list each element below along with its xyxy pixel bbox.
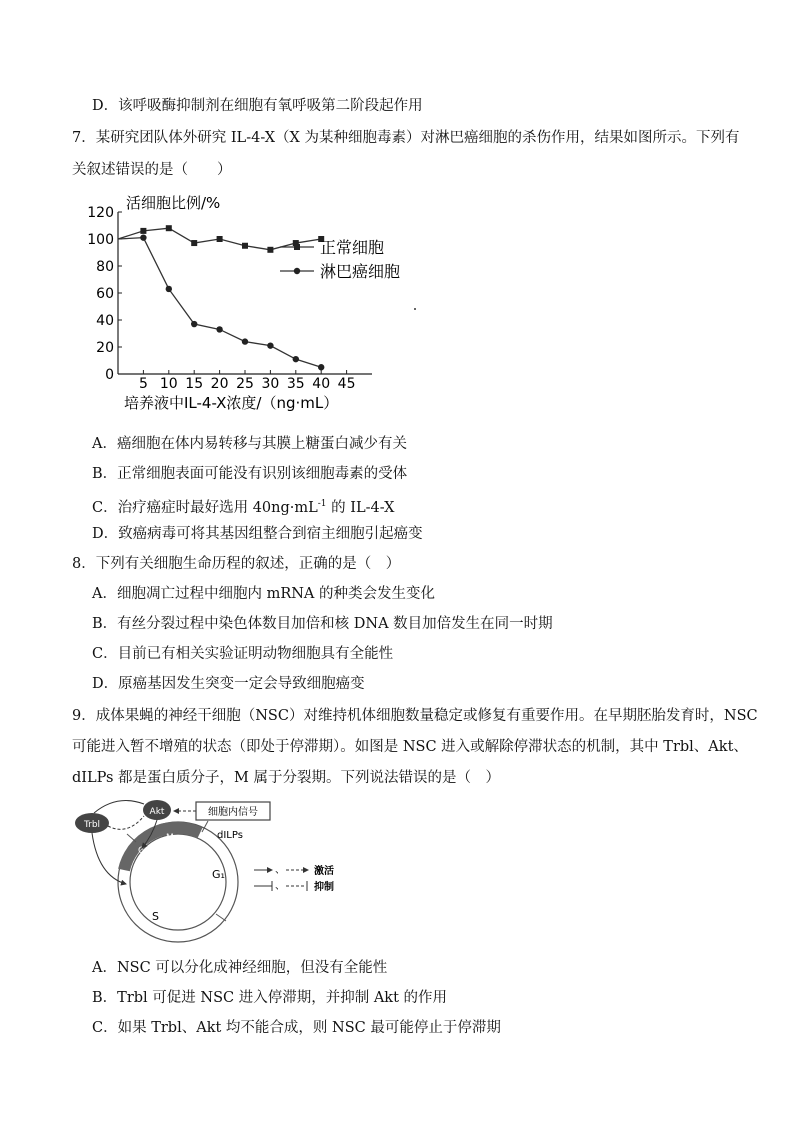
legend-inhibit-label: 抑制 [314, 882, 334, 893]
legend-sep: 、 [275, 881, 285, 892]
y-tick-label: 20 [96, 340, 114, 356]
phase-g1-label: G₁ [212, 868, 225, 881]
trbl-inhibits-akt [108, 816, 144, 829]
legend-marker-1 [294, 244, 300, 250]
y-tick-label: 40 [96, 313, 114, 329]
q8-option-c: C．目前已有相关实验证明动物细胞具有全能性 [92, 646, 394, 662]
q7-stem-line1: 7．某研究团队体外研究 IL-4-X（X 为某种细胞毒素）对淋巴癌细胞的杀伤作用，结果如图所示。下列有 [72, 130, 740, 146]
x-tick-label: 30 [261, 376, 280, 392]
series-2-point [242, 338, 248, 344]
legend-label-1: 正常细胞 [320, 238, 385, 257]
q7-option-a: A．癌细胞在体内易转移与其膜上糖蛋白减少有关 [92, 436, 407, 452]
series-2-point [166, 286, 172, 292]
y-tick-label: 120 [87, 205, 114, 221]
phase-m-label: M [166, 833, 174, 843]
y-tick-label: 80 [96, 259, 114, 275]
series-2-point [293, 356, 299, 362]
x-tick-label: 5 [138, 376, 148, 392]
ring-divider [202, 821, 208, 832]
legend-activate-label: 激活 [314, 866, 334, 877]
y-tick-label: 0 [105, 367, 114, 383]
q9-option-b: B．Trbl 可促进 NSC 进入停滞期，并抑制 Akt 的作用 [92, 990, 448, 1006]
chart-y-axis-label: 活细胞比例/% [126, 194, 221, 212]
q9-stem-line2: 可能进入暂不增殖的状态（即处于停滞期）。如图是 NSC 进入或解除停滞状态的机制，其中 Trbl、Akt、 [72, 739, 748, 755]
x-tick-label: 40 [312, 376, 331, 392]
akt-label: Akt [149, 807, 165, 817]
series-2-point [318, 364, 324, 370]
x-tick-label: 20 [210, 376, 229, 392]
x-tick-label: 15 [185, 376, 204, 392]
x-tick-label: 35 [286, 376, 305, 392]
line-chart [87, 190, 440, 420]
series-1-point [217, 236, 223, 242]
phase-s-label: S [152, 910, 159, 923]
q8-stem: 8．下列有关细胞生命历程的叙述，正确的是（ ） [72, 556, 401, 572]
series-1-point [140, 228, 146, 234]
q9-option-c: C．如果 Trbl、Akt 均不能合成，则 NSC 最可能停止于停滞期 [92, 1020, 501, 1036]
series-2-point [191, 321, 197, 327]
q6-option-d: D．该呼吸酶抑制剂在细胞有氧呼吸第二阶段起作用 [92, 98, 423, 114]
q9-option-a: A．NSC 可以分化成神经细胞，但没有全能性 [92, 960, 388, 976]
series-1-point [191, 240, 197, 246]
q7-stem-line2: 关叙述错误的是（ ） [72, 162, 232, 178]
signal-label: 细胞内信号 [208, 807, 258, 818]
dilps-label: dILPs [217, 830, 243, 841]
trbl-akt-curve [94, 801, 144, 813]
x-tick-label: 25 [236, 376, 254, 392]
series-1-point [166, 225, 172, 231]
ring-divider [216, 914, 226, 921]
q7-option-d: D．致癌病毒可将其基因组整合到宿主细胞引起癌变 [92, 526, 423, 542]
ring-divider [127, 834, 136, 842]
series-1-point [242, 243, 248, 249]
g2-m-segment [124, 828, 200, 870]
q8-option-a: A．细胞凋亡过程中细胞内 mRNA 的种类会发生变化 [92, 586, 436, 602]
trbl-label: Trbl [83, 820, 101, 830]
chart-x-axis-label: 培养液中IL-4-X浓度/（ng·mL） [124, 394, 339, 412]
series-2-point [267, 342, 273, 348]
stray-dot [414, 308, 416, 310]
series-line-2 [118, 238, 321, 368]
legend-label-2: 淋巴癌细胞 [320, 262, 401, 281]
q8-option-b: B．有丝分裂过程中染色体数目加倍和核 DNA 数目加倍发生在同一时期 [92, 616, 553, 632]
q7-option-b: B．正常细胞表面可能没有识别该细胞毒素的受体 [92, 466, 408, 482]
series-2-point [140, 234, 146, 240]
trbl-to-cycle-arrow [92, 833, 126, 884]
x-tick-label: 45 [337, 376, 356, 392]
phase-g2-label: G₂ [138, 846, 149, 856]
y-tick-label: 100 [87, 232, 114, 248]
q8-option-d: D．原癌基因发生突变一定会导致细胞癌变 [92, 676, 365, 692]
q9-stem-line3: dILPs 都是蛋白质分子，M 属于分裂期。下列说法错误的是（ ） [72, 770, 501, 786]
x-tick-label: 10 [159, 376, 178, 392]
series-1-point [267, 247, 273, 253]
y-tick-label: 60 [96, 286, 114, 302]
series-2-point [216, 326, 222, 332]
q9-stem-line1: 9．成体果蝇的神经干细胞（NSC）对维持机体细胞数量稳定或修复有重要作用。在早期胚胎发育时，NSC [72, 708, 758, 724]
legend-marker-2 [294, 268, 300, 274]
nsc-mechanism-diagram [72, 796, 372, 956]
q7-option-c: C．治疗癌症时最好选用 $40ng\cdot mL^{-1}$ 的 IL-4-X [92, 499, 395, 516]
legend-sep: 、 [275, 865, 285, 876]
